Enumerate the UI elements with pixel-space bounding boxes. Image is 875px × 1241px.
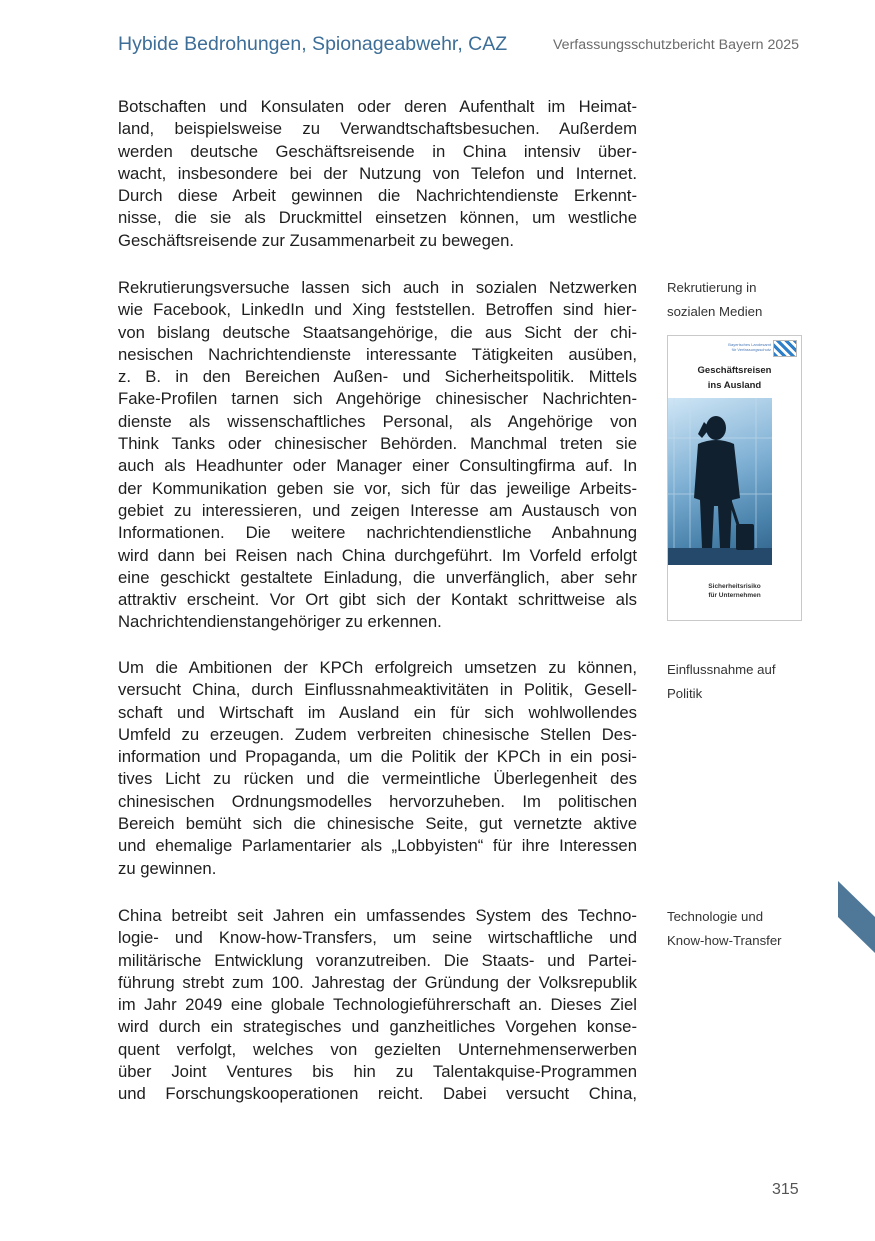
text-line: information und Propaganda, um die Politik der KPCh in ein posi- bbox=[118, 747, 637, 767]
text-line: führung strebt zum 100. Jahrestag der Gründung der Volksrepublik bbox=[118, 972, 637, 992]
margin-note-influence bbox=[667, 658, 817, 705]
margin-note-line: Politik bbox=[667, 685, 703, 701]
text-line: Rekrutierungsversuche lassen sich auch in sozialen Netzwerken bbox=[118, 278, 637, 297]
text-line: quent verfolgt, welches von gezielten Unternehmenserwerben bbox=[118, 1039, 637, 1059]
brochure-title-line: Geschäftsreisen bbox=[697, 365, 772, 376]
page-number: 315 bbox=[772, 1181, 799, 1198]
margin-note-line: Know-how-Transfer bbox=[667, 932, 782, 948]
margin-note-line: sozialen Medien bbox=[667, 303, 763, 319]
text-line: wacht, insbesondere bei der Nutzung von Telefon und Internet. bbox=[118, 163, 637, 183]
text-line: wie Facebook, LinkedIn und Xing feststellen. Betroffen sind hier- bbox=[118, 300, 637, 320]
text-line: Um die Ambitionen der KPCh erfolgreich umsetzen zu können, bbox=[118, 658, 637, 677]
text-line: und Forschungskooperationen reicht. Dabei versucht China, bbox=[118, 1084, 637, 1104]
text-line: chinesischen Ordnungsmodelles hervorzuheben. Im politischen bbox=[118, 791, 637, 811]
text-line: wird dann bei Reisen nach China durchgeführt. Im Vorfeld erfolgt bbox=[118, 545, 637, 565]
brochure-org-line: Bayerisches Landesamt bbox=[728, 342, 771, 347]
brochure-org-name bbox=[691, 342, 771, 352]
text-line: China betreibt seit Jahren ein umfassendes System des Techno- bbox=[118, 906, 637, 925]
running-header-report-title: Verfassungsschutzbericht Bayern 2025 bbox=[553, 37, 800, 53]
text-line: Umfeld zu erzeugen. Zudem verbreiten chinesische Stellen Des- bbox=[118, 724, 637, 744]
body-paragraph-1 bbox=[118, 96, 637, 252]
text-line: Bereich bemüht sich die chinesische Seite, gut vernetzte aktive bbox=[118, 814, 637, 834]
text-line: schaft und Wirtschaft im Ausland ein für sich wohlwollendes bbox=[118, 702, 637, 722]
businessman-silhouette-photo bbox=[668, 398, 772, 565]
brochure-title bbox=[668, 363, 801, 393]
text-line: tives Licht zu rücken und die vermeintliche Überlegenheit des bbox=[118, 769, 637, 789]
text-line: und ehemalige Parlamentarier als „Lobbyisten“ für ihre Interessen bbox=[118, 836, 637, 856]
body-paragraph-3 bbox=[118, 657, 637, 880]
text-line: nesischen Nachrichtendienste interessante Tätigkeiten ausüben, bbox=[118, 344, 637, 364]
brochure-subtitle-line: Sicherheitsrisiko bbox=[708, 583, 761, 590]
bavarian-emblem-icon bbox=[773, 340, 797, 357]
text-line: gebiet zu interessieren, und zeigen Interesse am Austausch von bbox=[118, 500, 637, 520]
brochure-subtitle-line: für Unternehmen bbox=[708, 592, 761, 599]
text-line: versucht China, durch Einflussnahmeaktivitäten in Politik, Gesell- bbox=[118, 680, 637, 700]
text-line: über Joint Ventures bis hin zu Talentakquise-Programmen bbox=[118, 1062, 637, 1082]
body-paragraph-2 bbox=[118, 277, 637, 634]
brochure-title-line: ins Ausland bbox=[707, 380, 762, 391]
margin-note-recruitment bbox=[667, 276, 817, 323]
text-line: attraktiv erscheint. Vor Ort gibt sich der Kontakt schrittweise als bbox=[118, 590, 637, 610]
text-line: Geschäftsreisende zur Zusammenarbeit zu bewegen. bbox=[118, 230, 515, 250]
text-line: Durch diese Arbeit gewinnen die Nachrichtendienste Erkennt- bbox=[118, 186, 637, 206]
text-line: militärische Entwicklung voranzutreiben. Die Staats- und Partei- bbox=[118, 950, 637, 970]
text-line: dienste als wissenschaftliches Personal, als Angehörige von bbox=[118, 411, 637, 431]
body-paragraph-4 bbox=[118, 905, 637, 1106]
margin-note-line: Technologie und bbox=[667, 909, 764, 924]
text-line: Botschaften und Konsulaten oder deren Aufenthalt im Heimat- bbox=[118, 97, 637, 116]
text-line: eine geschickt gestaltete Einladung, die unverfänglich, aber sehr bbox=[118, 567, 637, 587]
margin-note-technology bbox=[667, 905, 817, 952]
brochure-org-line: für Verfassungsschutz bbox=[731, 347, 771, 352]
text-line: land, beispielsweise zu Verwandtschaftsbesuchen. Außerdem bbox=[118, 119, 637, 139]
running-header-section-title: Hybide Bedrohungen, Spionageabwehr, CAZ bbox=[118, 33, 508, 55]
text-line: Informationen. Die weitere nachrichtendienstliche Anbahnung bbox=[118, 523, 637, 543]
text-line: werden deutsche Geschäftsreisende in China intensiv über- bbox=[118, 141, 637, 161]
text-line: logie- und Know-how-Transfers, um seine wirtschaftliche und bbox=[118, 928, 637, 948]
text-line: nisse, die sie als Druckmittel einsetzen können, um westliche bbox=[118, 208, 637, 228]
text-line: z. B. in den Bereichen Außen- und Sicherheitspolitik. Mittels bbox=[118, 367, 637, 387]
businessman-silhouette-icon bbox=[668, 398, 772, 565]
text-line: im Jahr 2049 eine globale Technologieführerschaft an. Dieses Ziel bbox=[118, 995, 637, 1015]
text-line: Think Tanks oder chinesischer Behörden. Manchmal treten sie bbox=[118, 434, 637, 454]
margin-note-line: Rekrutierung in bbox=[667, 280, 757, 295]
text-line: von bislang deutsche Staatsangehörige, die aus Sicht der chi- bbox=[118, 322, 637, 342]
text-line: zu gewinnen. bbox=[118, 858, 217, 878]
text-line: Nachrichtendienstangehöriger zu erkennen. bbox=[118, 612, 442, 632]
text-line: der Kommunikation geben sie vor, sich für das jeweilige Arbeits- bbox=[118, 478, 637, 498]
text-line: auch als Headhunter oder Manager einer Consultingfirma auf. In bbox=[118, 456, 637, 476]
brochure-subtitle bbox=[668, 582, 801, 600]
brochure-cover-image bbox=[667, 335, 802, 621]
chapter-tab-marker bbox=[838, 881, 875, 953]
text-line: Fake-Profilen tarnen sich Angehörige chinesischer Nachrichten- bbox=[118, 389, 637, 409]
text-line: wird durch ein strategisches und ganzheitliches Vorgehen konse- bbox=[118, 1017, 637, 1037]
margin-note-line: Einflussnahme auf bbox=[667, 662, 776, 677]
